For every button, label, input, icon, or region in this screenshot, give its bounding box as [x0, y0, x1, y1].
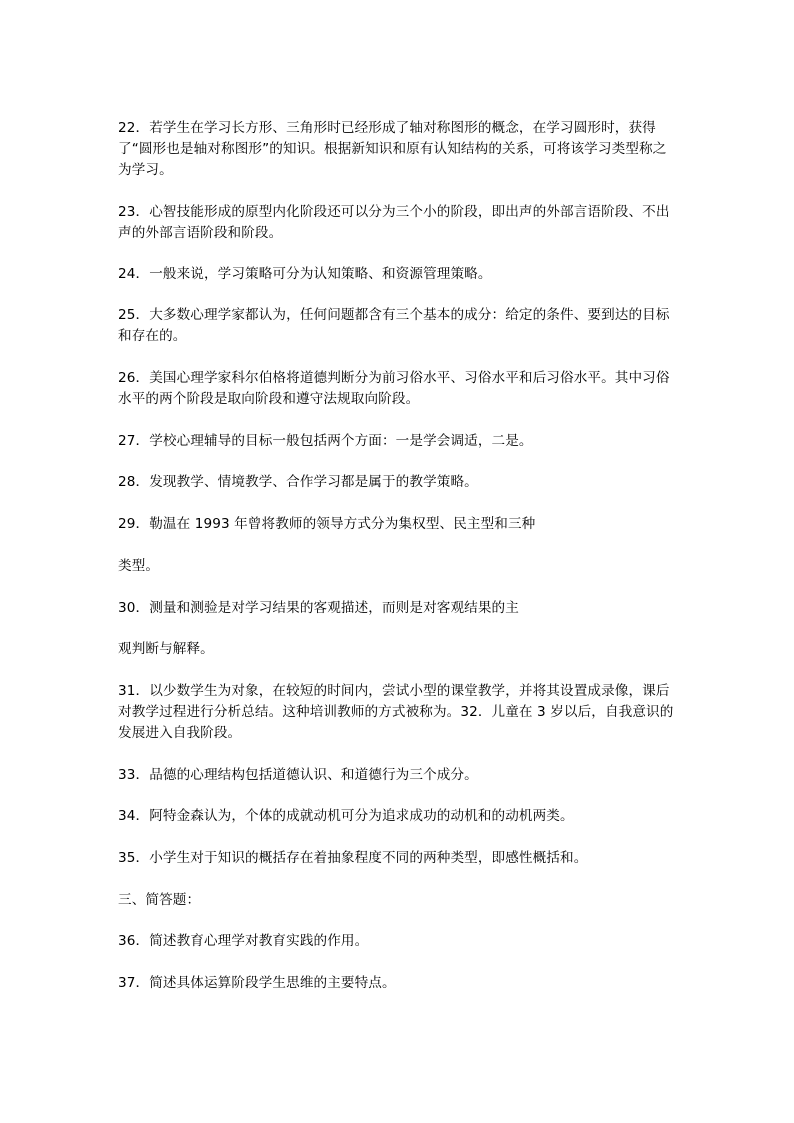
question-36: 36．简述教育心理学对教育实践的作用。 [118, 933, 369, 949]
question-26: 26．美国心理学家科尔伯格将道德判断分为前习俗水平、习俗水平和后习俗水平。其中习俗水平的两个阶段是取向阶段和遵守法规取向阶段。 [118, 370, 670, 407]
question-25: 25．大多数心理学家都认为，任何问题都含有三个基本的成分：给定的条件、要到达的目标和存在的。 [118, 307, 670, 344]
question-28: 28．发现教学、情境教学、合作学习都是属于的教学策略。 [118, 474, 478, 490]
question-22: 22．若学生在学习长方形、三角形时已经形成了轴对称图形的概念，在学习圆形时，获得了“圆形也是轴对称图形”的知识。根据新知识和原有认知结构的关系，可将该学习类型称之为学习。 [118, 120, 667, 178]
question-23: 23．心智技能形成的原型内化阶段还可以分为三个小的阶段，即出声的外部言语阶段、不出声的外部言语阶段和阶段。 [118, 204, 670, 241]
question-34: 34．阿特金森认为，个体的成就动机可分为追求成功的动机和的动机两类。 [118, 808, 574, 824]
section-heading-short-answer: 三、简答题： [118, 892, 201, 908]
question-35: 35．小学生对于知识的概括存在着抽象程度不同的两种类型，即感性概括和。 [118, 850, 588, 866]
question-24: 24．一般来说，学习策略可分为认知策略、和资源管理策略。 [118, 266, 492, 282]
question-29: 29．勒温在 1993 年曾将教师的领导方式分为集权型、民主型和三种 [118, 516, 536, 532]
question-37: 37．简述具体运算阶段学生思维的主要特点。 [118, 975, 396, 991]
question-30: 30．测量和测验是对学习结果的客观描述，而则是对客观结果的主 [118, 600, 519, 616]
question-29-continued: 类型。 [118, 558, 160, 574]
question-30-continued: 观判断与解释。 [118, 641, 214, 657]
question-27: 27．学校心理辅导的目标一般包括两个方面：一是学会调适，二是。 [118, 433, 533, 449]
question-33: 33．品德的心理结构包括道德认识、和道德行为三个成分。 [118, 767, 478, 783]
question-31-32: 31．以少数学生为对象，在较短的时间内，尝试小型的课堂教学，并将其设置成录像，课后对教学过程进行分析总结。这种培训教师的方式被称为。32．儿童在 3 岁以后，自我意识的发展进入自我阶段。 [118, 683, 674, 741]
